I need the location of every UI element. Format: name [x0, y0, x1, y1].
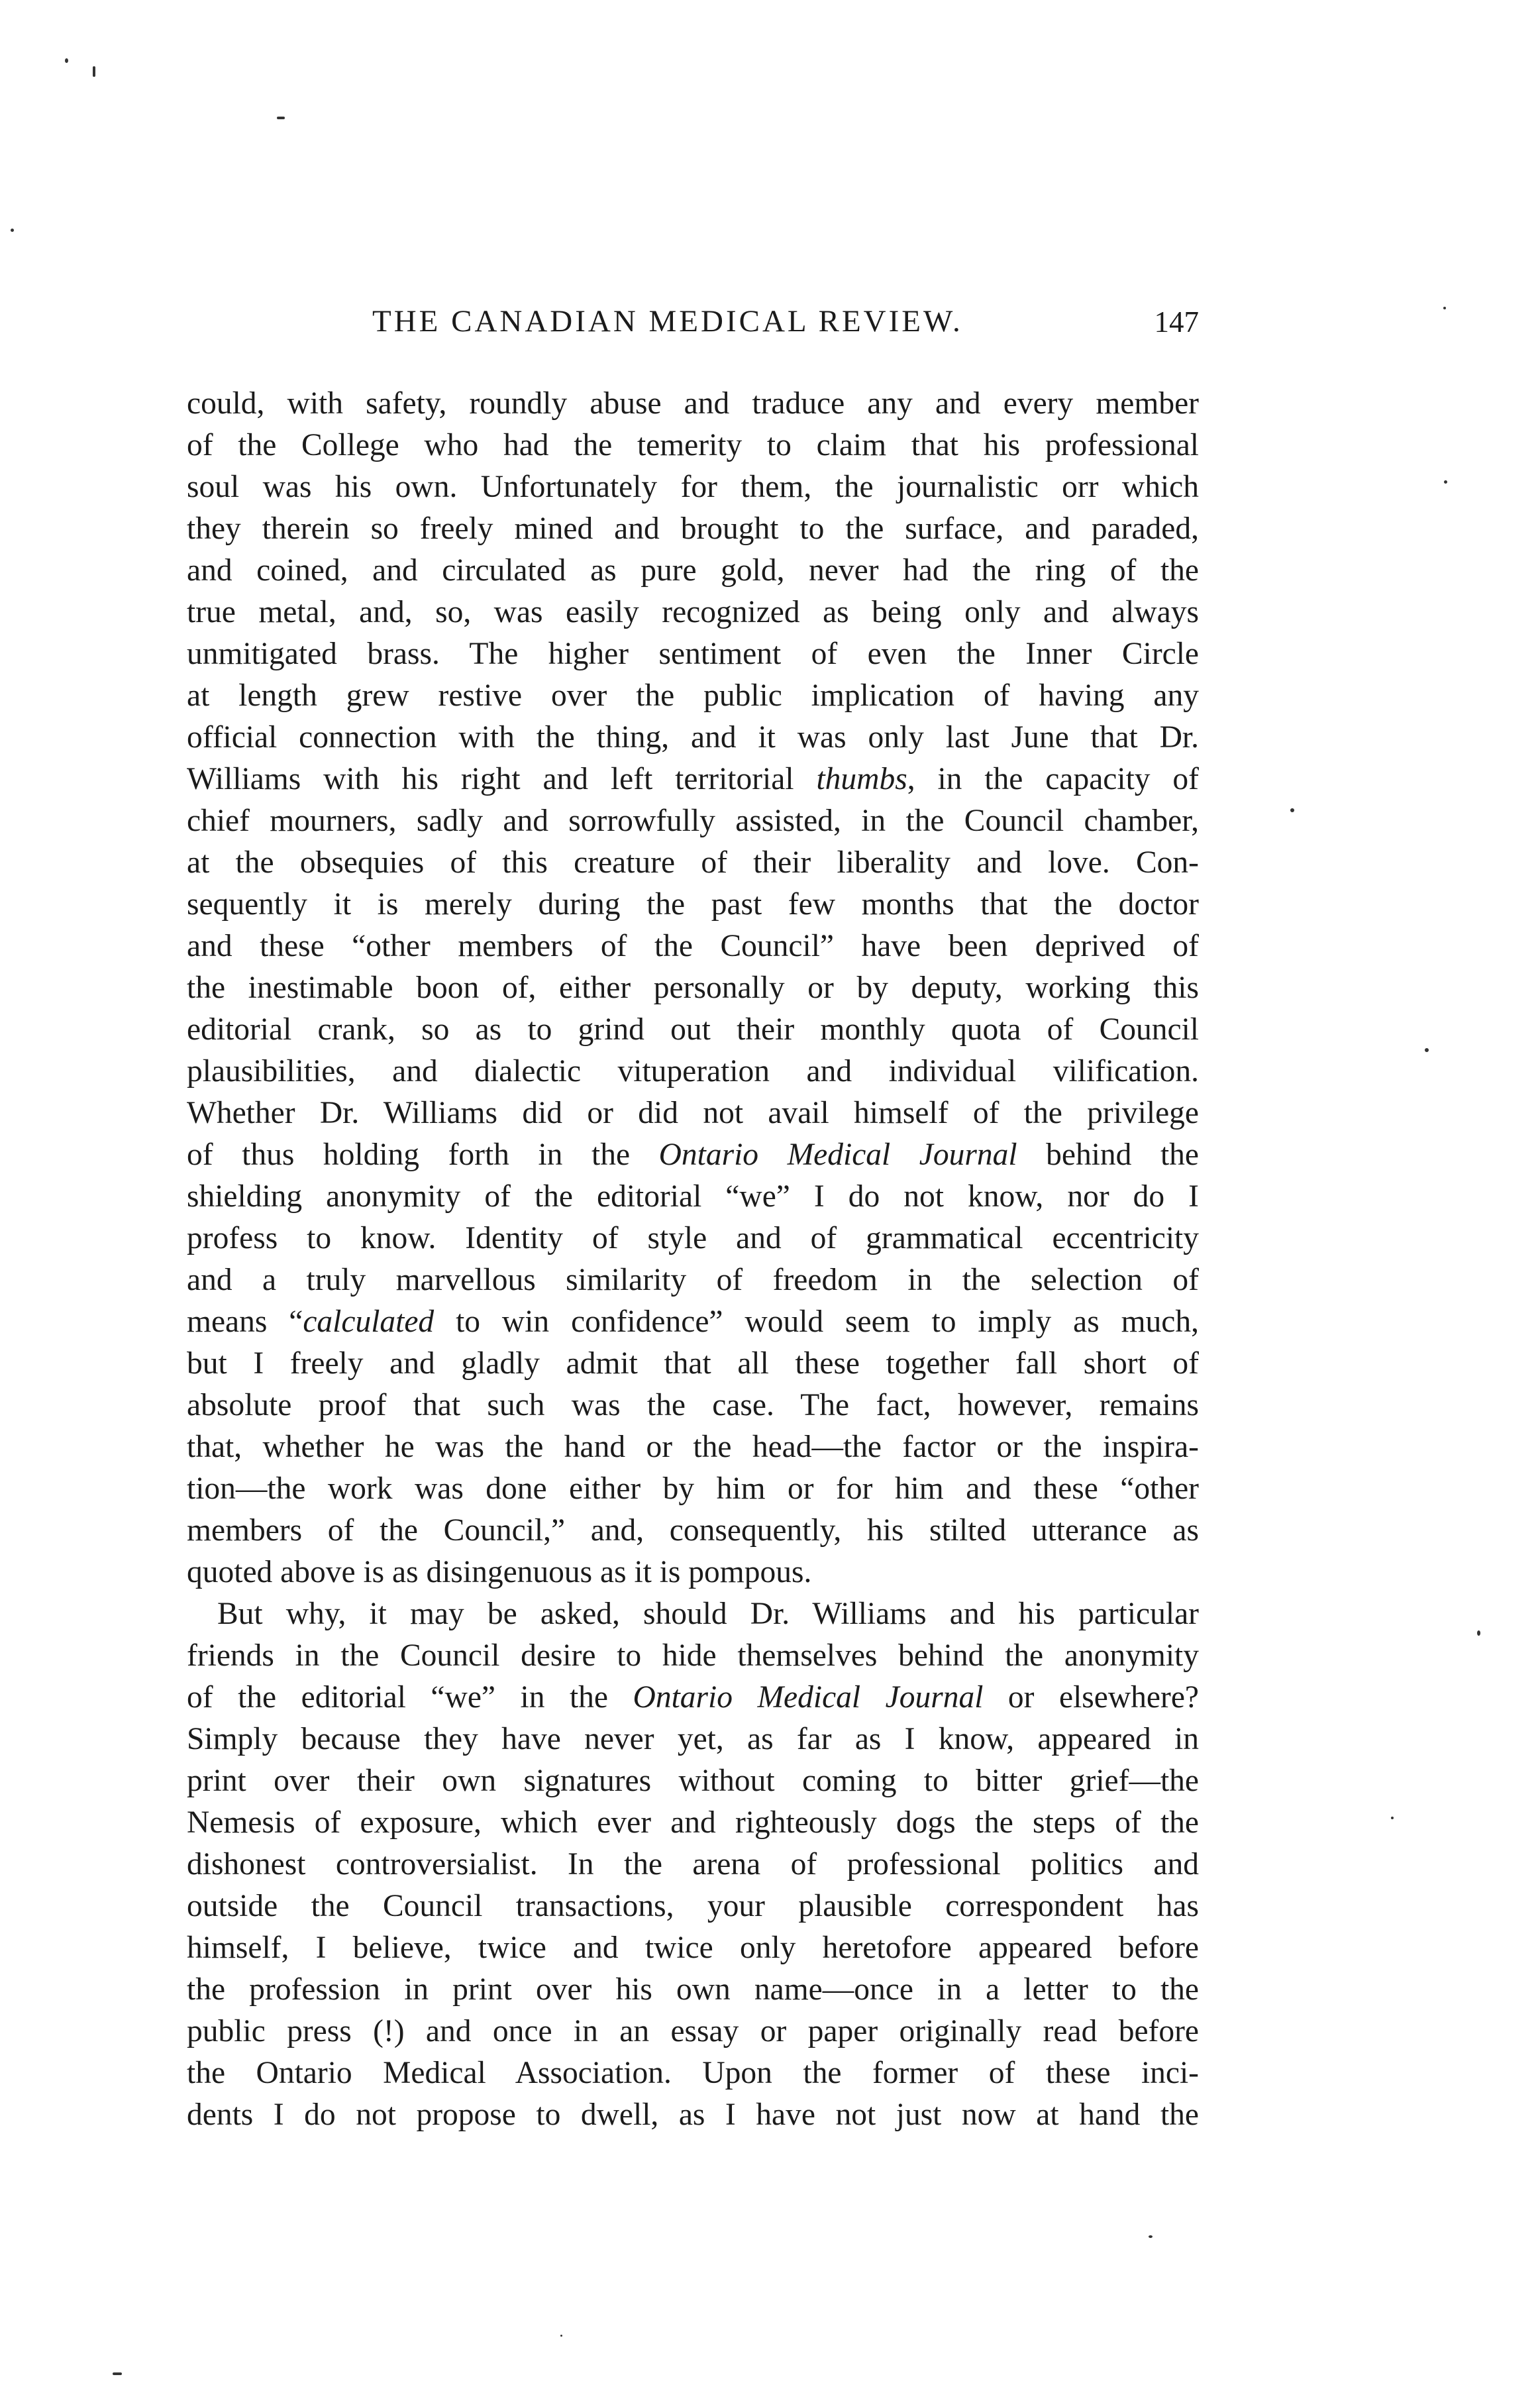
text-line: friends in the Council desire to hide themselves behind the anonymity: [187, 1638, 1199, 1673]
text-line: But why, it may be asked, should Dr. Williams and his particular: [217, 1597, 1199, 1631]
text-line: at length grew restive over the public implication of having any: [187, 678, 1199, 713]
text-line: himself, I believe, twice and twice only heretofore appeared before: [187, 1931, 1199, 1965]
text-line: of the College who had the temerity to claim that his professional: [187, 428, 1199, 462]
text-line: that, whether he was the hand or the head—the factor or the inspira-: [187, 1430, 1199, 1464]
text-line: tion—the work was done either by him or for him and these “other: [187, 1471, 1199, 1506]
text-line: unmitigated brass. The higher sentiment of even the Inner Circle: [187, 637, 1199, 671]
text-line: of thus holding forth in the Ontario Medical Journal behind the: [187, 1138, 1199, 1172]
scan-speck: [11, 229, 14, 232]
scan-speck: [1290, 808, 1294, 812]
scan-speck: [1149, 2235, 1153, 2238]
text-line: public press (!) and once in an essay or paper originally read before: [187, 2014, 1199, 2048]
scan-speck: [1477, 1630, 1480, 1636]
scan-speck: [1391, 1817, 1394, 1819]
scan-speck: [1444, 480, 1447, 484]
paragraph: [187, 1593, 1199, 2136]
scan-speck: [113, 2372, 122, 2375]
text-line: could, with safety, roundly abuse and traduce any and every member: [187, 386, 1199, 421]
scan-speck: [1425, 1048, 1429, 1052]
text-line: sequently it is merely during the past few months that the doctor: [187, 887, 1199, 922]
page-header: [187, 303, 1199, 350]
text-line: chief mourners, sadly and sorrowfully assisted, in the Council chamber,: [187, 804, 1199, 838]
scan-speck: [93, 66, 95, 77]
scan-speck: [65, 58, 68, 63]
running-head: THE CANADIAN MEDICAL REVIEW.: [372, 304, 963, 339]
text-line: at the obsequies of this creature of their liberality and love. Con-: [187, 845, 1199, 880]
scan-speck: [277, 117, 285, 119]
text-line: plausibilities, and dialectic vituperation and individual vilification.: [187, 1054, 1199, 1089]
text-line: Simply because they have never yet, as far as I know, appeared in: [187, 1722, 1199, 1756]
text-line: but I freely and gladly admit that all these together fall short of: [187, 1346, 1199, 1381]
text-line: Nemesis of exposure, which ever and righteously dogs the steps of the: [187, 1805, 1199, 1840]
text-line: the inestimable boon of, either personally or by deputy, working this: [187, 971, 1199, 1005]
text-line: means “calculated to win confidence” would seem to imply as much,: [187, 1304, 1200, 1339]
scan-speck: [560, 2335, 562, 2337]
text-line: they therein so freely mined and brought to the surface, and paraded,: [187, 511, 1199, 546]
text-line: members of the Council,” and, consequently, his stilted utterance as: [187, 1513, 1199, 1548]
text-line: Whether Dr. Williams did or did not avail himself of the privilege: [187, 1096, 1199, 1130]
text-line: Williams with his right and left territorial thumbs, in the capacity of: [187, 762, 1199, 796]
text-line: and coined, and circulated as pure gold, never had the ring of the: [187, 553, 1199, 588]
text-line: of the editorial “we” in the Ontario Medical Journal or elsewhere?: [187, 1680, 1199, 1715]
text-line: true metal, and, so, was easily recognized as being only and always: [187, 595, 1199, 629]
text-line: dishonest controversialist. In the arena of professional politics and: [187, 1847, 1199, 1882]
text-line: the profession in print over his own name—once in a letter to the: [187, 1972, 1199, 2007]
text-line: the Ontario Medical Association. Upon the former of these inci-: [187, 2056, 1199, 2090]
text-line: dents I do not propose to dwell, as I have not just now at hand the: [187, 2098, 1199, 2132]
text-line: quoted above is as disingenuous as it is pompous.: [187, 1555, 812, 1589]
text-line: shielding anonymity of the editorial “we” I do not know, nor do I: [187, 1179, 1199, 1214]
text-line: official connection with the thing, and it was only last June that Dr.: [187, 720, 1199, 755]
text-line: print over their own signatures without coming to bitter grief—the: [187, 1764, 1199, 1798]
text-line: absolute proof that such was the case. The fact, however, remains: [187, 1388, 1199, 1422]
text-line: and a truly marvellous similarity of freedom in the selection of: [187, 1263, 1199, 1297]
text-line: soul was his own. Unfortunately for them, the journalistic orr which: [187, 470, 1199, 504]
page-number: 147: [1154, 305, 1199, 339]
text-line: profess to know. Identity of style and of grammatical eccentricity: [187, 1221, 1199, 1255]
scan-speck: [1443, 307, 1446, 309]
text-line: and these “other members of the Council” have been deprived of: [187, 929, 1199, 963]
text-line: outside the Council transactions, your plausible correspondent has: [187, 1889, 1199, 1923]
text-line: editorial crank, so as to grind out their monthly quota of Council: [187, 1012, 1199, 1047]
paragraph: [187, 383, 1199, 1593]
body-text: [187, 383, 1199, 2136]
